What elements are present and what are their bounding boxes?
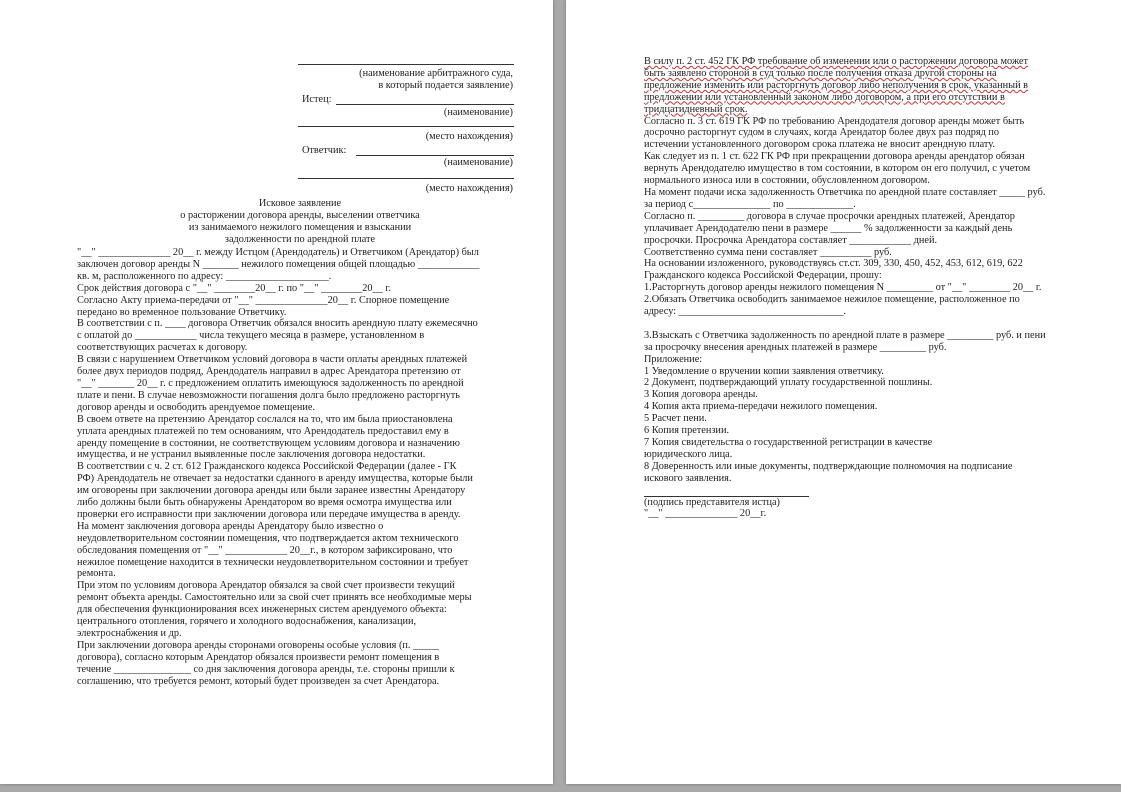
text-line: На основании изложенного, руководствуясь ст.ст. 309, 330, 450, 452, 453, 612, 619, 622 [644,258,1023,270]
text-line: передано во временное пользование Ответчику. [77,306,287,318]
plaintiff-rule [336,104,514,105]
text-line: просрочки. Просрочка Арендатора составляет ____________ дней. [644,234,938,246]
text-line: 8 Доверенность или иные документы, подтверждающие полномочия на подписание [644,460,1013,472]
text-line: досрочно расторгнут судом в случаях, когда Арендатор более двух раз подряд по [644,127,1000,139]
text-line: соответствующих расчетах к договору. [77,342,248,354]
text-line: 1.Расторгнуть договор аренды нежилого помещения N _________ от "__" ________ 20__ г. [644,282,1042,294]
text-line: для обеспечения функционирования всех инженерных систем арендуемого объекта: [77,604,447,616]
text-line: 4 Копия акта приема-передачи нежилого помещения. [644,401,878,413]
text-line: В связи с нарушением Ответчиком условий договора в части оплаты арендных платежей [77,354,468,366]
text-line: либо должны были быть обнаружены Арендатором во время осмотра имущества или [77,497,452,509]
text-line: тридцатидневный срок. [644,103,748,115]
plaintiff-location-rule [298,126,514,127]
text-line: В соответствии с ч. 2 ст. 612 Гражданского кодекса Российской Федерации (далее - ГК [77,461,457,473]
text-line: ремонт объекта аренды. Самостоятельно или за свой счет принять все необходимые меры [77,592,472,604]
text-line: нежилое помещение находится в технически неудовлетворительном состоянии и требует [77,556,469,568]
right-body-text [644,56,1104,520]
text-line: кв. м, расположенного по адресу: ____________________. [77,270,332,282]
text-line: вернуть Арендодателю имущество в том состоянии, в котором он его получил, с учетом [644,163,1031,175]
defendant-location-label: (место нахождения) [425,183,513,194]
text-line: При этом по условиям договора Арендатор обязался за свой счет произвести текущий [77,580,455,592]
doc-title-1: Исковое заявление [258,198,342,209]
text-line: РФ) Арендодатель не отвечает за недостатки сданного в аренду имущества, которые были [77,473,473,485]
text-line: 3 Копия договора аренды. [644,389,758,401]
text-line: истечении установленного договором срока платежа не вносит арендную плату. [644,139,995,151]
text-line: Приложение: [644,353,703,365]
plaintiff-name-label: (наименование) [443,107,513,118]
text-line: В соответствии с п. ____ договора Ответчик обязался вносить арендную плату ежемесячно [77,318,478,330]
text-line: нормального износа или в состоянии, обусловленном договором. [644,175,930,187]
text-line: договора), согласно которым Арендатор обязался произвести ремонт помещения в [77,651,440,663]
text-line: искового заявления. [644,472,732,484]
defendant-label: Ответчик: [302,145,347,156]
text-line: Срок действия договора с "__" ________20__ г. по "__" ________20__ г. [77,282,392,294]
text-line: "__" ______________ 20__ г. между Истцом (Арендодатель) и Ответчиком (Арендатор) был [77,247,479,258]
text-line: 5 Расчет пени. [644,413,707,425]
text-line: уплачивает Арендодателю пени в размере ______ % задолженности за каждый день [644,222,1013,234]
document-page-right [566,0,1121,784]
text-line: В силу п. 2 ст. 452 ГК РФ требование об изменении или о расторжении договора может [644,56,1028,67]
text-line: адресу: ________________________________. [644,306,846,318]
text-line: юридического лица. [644,448,733,460]
text-line: Как следует из п. 1 ст. 622 ГК РФ при прекращении договора аренды арендатор обязан [644,151,1025,163]
text-line: с оплатой до ____________ числа текущего месяца в размере, установленном в [77,330,425,342]
text-line: имущества, и не устранил выявленные после заключения договора недостатки. [77,449,426,461]
text-line: за просрочку внесения арендных платежей в размере _________ руб. [644,341,947,353]
text-line: уплата арендных платежей по тем основаниям, что Арендодатель предоставил ему в [77,425,449,437]
text-line: быть заявлено стороной в суд только после получения отказа другой стороны на [644,67,997,79]
doc-title-2: о расторжении договора аренды, выселении ответчика [180,210,420,221]
text-line: электроснабжения и др. [77,628,182,639]
text-line: Согласно п. 3 ст. 619 ГК РФ по требованию Арендодателя договор аренды может быть [644,115,1025,127]
text-line: 1 Уведомление о вручении копии заявления ответчику. [644,365,884,377]
text-line: При заключении договора аренды сторонами оговорены особые условия (п. _____ [77,639,439,651]
text-line: 2 Документ, подтверждающий уплату государственной пошлины. [644,377,933,389]
defendant-rule [356,155,514,156]
court-name-label-2: в который подается заявление) [378,80,513,91]
text-line: проверки его исправности при заключении договора или передаче имущества в аренду. [77,508,461,520]
text-line: течение _______________ со дня заключения договора аренды, т.е. стороны пришли к [77,663,455,675]
text-line: более двух периодов подряд, Арендодатель направил в адрес Арендатора претензию от [77,366,461,378]
doc-title-4: задолженности по арендной плате [224,234,376,245]
text-line [644,318,1104,330]
text-line: предложение изменить или расторгнуть договор либо неполучения в срок, указанный в [644,79,1029,91]
text-line: На момент подачи иска задолженность Ответчика по арендной плате составляет _____ руб. [644,186,1046,198]
text-line: соглашению, что требуется ремонт, который будет произведен за счет Арендатора. [77,675,440,687]
text-line: обследования помещения от "__" ____________ 20__г., в котором зафиксировано, что [77,544,453,556]
text-line: Гражданского кодекса Российской Федерации, прошу: [644,270,882,282]
text-line: На момент заключения договора аренды Арендатору было известно о [77,520,384,532]
text-line: им оговорены при заключении договора аренды или были заранее известны Арендатору [77,485,466,497]
text-line: 6 Копия претензии. [644,425,730,437]
text-line: "__" _______ 20__ г. с предложением оплатить имеющуюся задолженность по арендной [77,377,464,389]
left-body-text [77,247,527,688]
text-line: Согласно Акту приема-передачи от "__" ______________20__ г. Спорное помещение [77,294,450,306]
text-line: предложении или установленный законом либо договором, а при его отсутствии в [644,91,1005,103]
text-line: неудовлетворительном состоянии помещения, что подтверждается актом технического [77,532,459,544]
text-line: заключен договор аренды N _______ нежилого помещения общей площадью ____________ [77,258,480,270]
text-line: договор аренды и освободить арендуемое помещение. [77,401,316,413]
plaintiff-location-label: (место нахождения) [425,131,513,142]
plaintiff-label: Истец: [302,94,332,105]
court-name-rule [298,64,514,65]
text-line: 3.Взыскать с Ответчика задолженность по арендной плате в размере _________ руб. и пени [644,329,1046,341]
defendant-location-rule [298,178,514,179]
document-page-left [0,0,553,784]
text-line: В своем ответе на претензию Арендатор сослался на то, что им была приостановлена [77,413,453,425]
text-line: аренду помещение в состоянии, не соответствующем условиям договора и назначению [77,437,460,449]
text-line: (подпись представителя истца) [644,496,780,508]
text-line: ремонта. [77,568,116,580]
text-line: плате и пени. В случае невозможности погашения долга было предложено расторгнуть [77,389,460,401]
text-line: Соответственно сумма пени составляет __________ руб. [644,246,892,258]
text-line: "__" ______________ 20__г. [644,508,767,520]
text-line: за период с_______________ по _____________. [644,198,856,210]
text-line: 7 Копия свидетельства о государственной регистрации в качестве [644,436,933,448]
text-line: 2.Обязать Ответчика освободить занимаемое нежилое помещение, расположенное по [644,294,1020,306]
text-line: центрального отопления, горячего и холодного водоснабжения, канализации, [77,616,417,628]
defendant-name-label: (наименование) [443,157,513,168]
text-line: Согласно п. _________ договора в случае просрочки арендных платежей, Арендатор [644,210,1015,222]
doc-title-3: из занимаемого нежилого помещения и взыскании [188,222,412,233]
court-name-label: (наименование арбитражного суда, [359,68,513,79]
